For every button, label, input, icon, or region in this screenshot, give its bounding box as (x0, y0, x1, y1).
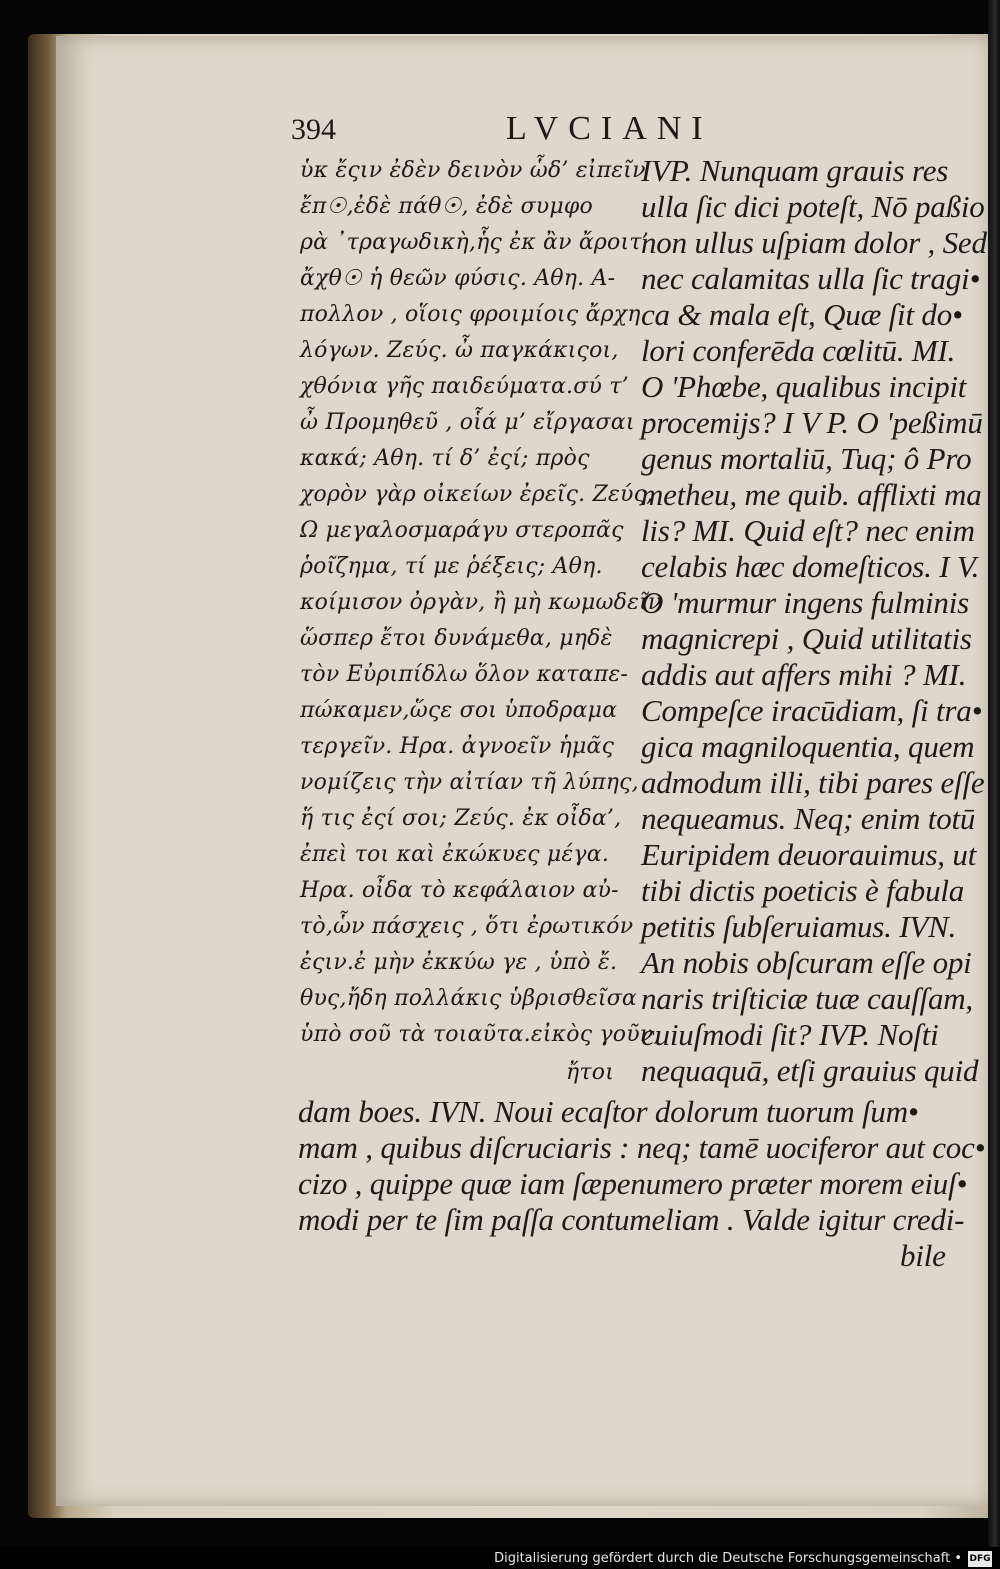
greek-line: νομίζεις τὴν αἰτίαν τῆ λύπης, (300, 770, 639, 795)
greek-line: ὦ Προμηθεῦ , οἷά μ’ εἴργασαι (300, 410, 635, 435)
greek-line: ἔπ☉,ἐδὲ πάθ☉, ἐδὲ συμφο (300, 194, 593, 219)
footer-bar (0, 1547, 1000, 1569)
latin-line: An nobis obſcuram eſſe opi (641, 945, 972, 980)
dfg-logo: DFG (968, 1551, 992, 1567)
greek-line: ἐςιν.ἐ μὴν ἐκκύω γε , ὑπὸ ἔ. (300, 950, 618, 975)
latin-line: magnicrepi , Quid utilitatis (641, 621, 972, 656)
greek-line: τὸ,ὧν πάσχεις , ὅτι ἐρωτικόν (300, 914, 634, 939)
greek-line: χθόνια γῆς παιδεύματα.σύ τ’ (300, 374, 629, 399)
greek-line: ρὰ ᾿τραγωδικὴ,ἧς ἐκ ἂν ἄροιτ’ (300, 230, 649, 255)
latin-line: celabis hæc domeſticos. I V. (641, 549, 980, 584)
greek-line: λόγων. Ζεύς. ὦ παγκάκιςοι, (300, 338, 619, 363)
greek-line: κακά; Αθη. τί δ’ ἐςί; πρὸς (300, 446, 590, 471)
catchword: bile (900, 1238, 946, 1273)
latin-line: tibi dictis poeticis è fabula (641, 873, 965, 908)
latin-line: lis? MI. Quid eſt? nec enim (641, 513, 975, 548)
latin-line: IVP. Nunquam grauis res (641, 153, 949, 188)
latin-line: nequeamus. Neq; enim totū (641, 801, 976, 836)
latin-line: non ullus uſpiam dolor , Sed (641, 225, 987, 260)
greek-line: Ω μεγαλοσμαράγυ στεροπᾶς (300, 518, 624, 543)
latin-line: procemijs? I V P. O 'peßimū (641, 405, 983, 440)
paragraph-line: mam , quibus diſcruciaris : neq; tamē uociferor aut coc• (298, 1130, 986, 1165)
greek-line: τεργεῖν. Ηρα. ἀγνοεῖν ἡμᾶς (300, 734, 615, 759)
latin-line: genus mortaliū, Tuq; ô Pro (641, 441, 972, 476)
latin-line: ca & mala eſt, Quæ ſit do• (641, 297, 963, 332)
paragraph-line: modi per te ſim paſſa contumeliam . Valde igitur credi- (298, 1202, 965, 1237)
latin-line: gica magniloquentia, quem (641, 729, 975, 764)
greek-line: ὥσπερ ἔτοι δυνάμεθα, μηδὲ (300, 626, 613, 651)
latin-line: ulla ſic dici poteſt, Nō paßio (641, 189, 985, 224)
greek-line: τὸν Εὐριπίδλω ὅλον καταπε- (300, 662, 628, 687)
greek-line: ὑκ ἔςιν ἐδὲν δεινὸν ὧδ’ εἰπεῖν (300, 158, 646, 183)
latin-line: O 'Phœbe, qualibus incipit (641, 369, 967, 404)
latin-line: nec calamitas ulla ſic tragi• (641, 261, 981, 296)
greek-line: ὑπὸ σοῦ τὰ τοιαῦτα.εἰκὸς γοῦν, (300, 1022, 661, 1047)
page-rim (988, 0, 1000, 1569)
greek-line: Ηρα. οἶδα τὸ κεφάλαιον αὐ- (300, 878, 619, 903)
greek-line: θυς,ἤδη πολλάκις ὑβρισθεῖσα (300, 986, 637, 1011)
latin-line: naris triſticiæ tuæ cauſſam, (641, 981, 973, 1016)
latin-line: lori conferēda cœlitū. MI. (641, 333, 956, 368)
greek-line: πώκαμεν,ὥςε σοι ὑποδραμα (300, 698, 618, 723)
latin-line: addis aut affers mihi ? MI. (641, 657, 967, 692)
greek-line: ἤτοι (566, 1060, 615, 1085)
latin-line: cuiuſmodi ſit? IVP. Noſti (641, 1017, 939, 1052)
latin-line: Euripidem deuorauimus, ut (641, 837, 977, 872)
latin-line: metheu, me quib. afflixti ma (641, 477, 982, 512)
running-head: LVCIANI (506, 110, 713, 147)
latin-line: Compeſce iracūdiam, ſi tra• (641, 693, 983, 728)
greek-line: ἐπεὶ τοι καὶ ἐκώκυες μέγα. (300, 842, 610, 867)
funding-credit: Digitalisierung gefördert durch die Deutsche Forschungsgemeinschaft • (494, 1551, 962, 1566)
greek-line: ἄχθ☉ ἡ θεῶν φύσις. Αθη. Α- (300, 266, 616, 291)
greek-line: πολλον , οἵοις φροιμίοις ἄρχη (300, 302, 641, 327)
greek-line: κοίμισον ὀργὰν, ἢ μὴ κωμωδεῖν (300, 590, 662, 615)
latin-line: nequaquā, etſi grauius quid (641, 1053, 979, 1088)
greek-line: χορὸν γὰρ οἰκείων ἐρεῖς. Ζεύς, (300, 482, 654, 507)
latin-line: O 'murmur ingens fulminis (641, 585, 970, 620)
paragraph-line: dam boes. IVN. Noui ecaſtor dolorum tuorum ſum• (298, 1094, 919, 1129)
greek-line: ῥοῖζημα, τί με ῥέξεις; Αθη. (300, 554, 603, 579)
paragraph-line: cizo , quippe quæ iam ſæpenumero præter morem eiuſ• (298, 1166, 968, 1201)
greek-line: ἥ τις ἐςί σοι; Ζεύς. ἐκ οἶδα’, (300, 806, 622, 831)
latin-line: admodum illi, tibi pares eſſe (641, 765, 985, 800)
page-number: 394 (291, 113, 336, 146)
latin-line: petitis ſubſeruiamus. IVN. (641, 909, 957, 944)
